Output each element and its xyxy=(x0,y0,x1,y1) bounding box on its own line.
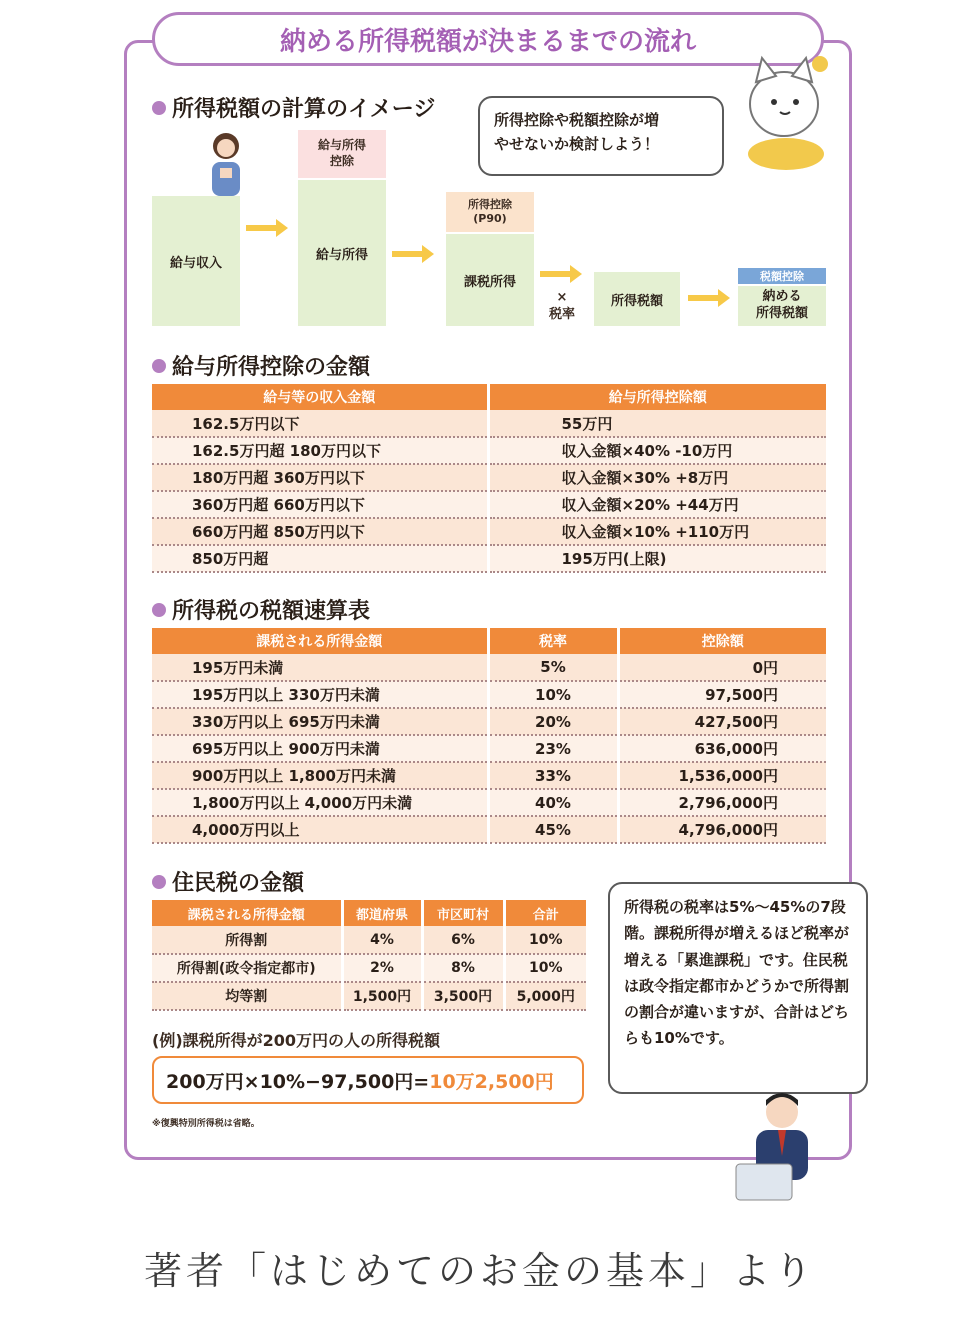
table-cell: 97,500円 xyxy=(618,681,826,708)
table-cell: 20% xyxy=(488,708,618,735)
woman-illustration-icon xyxy=(198,128,254,198)
cat-illustration-icon xyxy=(740,44,830,174)
table-cell: 収入金額×30% +8万円 xyxy=(488,464,826,491)
table-cell: 所得割 xyxy=(152,926,342,954)
table-cell: 0円 xyxy=(618,654,826,681)
resident-tax-table xyxy=(152,900,586,1011)
table-row xyxy=(152,954,586,982)
table-row xyxy=(152,926,586,954)
table-cell: 636,000円 xyxy=(618,735,826,762)
table-cell: 10% xyxy=(504,926,586,954)
table-cell: 5,000円 xyxy=(504,982,586,1010)
table-cell: 23% xyxy=(488,735,618,762)
table-row xyxy=(152,708,826,735)
table-cell: 10% xyxy=(488,681,618,708)
bullet-dot-icon xyxy=(152,359,166,373)
column-header: 控除額 xyxy=(618,628,826,654)
table-row xyxy=(152,735,826,762)
table-cell: 10% xyxy=(504,954,586,982)
flow-arrow-2-icon xyxy=(392,244,436,264)
page-title: 納める所得税額が決まるまでの流れ xyxy=(152,12,824,66)
table-cell: 195万円(上限) xyxy=(488,545,826,572)
flow-box-taxable-income: 課税所得 xyxy=(446,234,534,326)
table-row xyxy=(152,762,826,789)
bullet-dot-icon xyxy=(152,875,166,889)
table-cell: 2,796,000円 xyxy=(618,789,826,816)
table-cell: 40% xyxy=(488,789,618,816)
section-resident-label: 住民税の金額 xyxy=(172,871,305,896)
table-cell: 45% xyxy=(488,816,618,843)
table-row xyxy=(152,491,826,518)
section-heading-calc xyxy=(152,92,435,123)
speech-bubble-man: 所得税の税率は5%〜45%の7段階。課税所得が増えるほど税率が増える「累進課税」です。住民税は政令指定都市かどうかで所得割の割合が違いますが、合計はどちらも10%です。 xyxy=(608,882,868,1094)
flow-box-pay-tax: 納める 所得税額 xyxy=(738,286,826,326)
footnote: ※復興特別所得税は省略。 xyxy=(152,1119,260,1129)
table-cell: 195万円以上 330万円未満 xyxy=(152,681,488,708)
bullet-dot-icon xyxy=(152,603,166,617)
flow-box-salary-deduction: 給与所得 控除 xyxy=(298,130,386,178)
column-header: 課税される所得金額 xyxy=(152,628,488,654)
table-cell: 3,500円 xyxy=(422,982,504,1010)
flow-tag-tax-credit: 税額控除 xyxy=(738,268,826,284)
times-rate-label: × 税率 xyxy=(548,290,575,322)
column-header: 市区町村 xyxy=(422,900,504,926)
table-row xyxy=(152,654,826,681)
table-row xyxy=(152,681,826,708)
table-row xyxy=(152,464,826,491)
table-cell: 33% xyxy=(488,762,618,789)
section-calc-label: 所得税額の計算のイメージ xyxy=(172,97,436,122)
table-row xyxy=(152,816,826,843)
example-formula: 200万円×10%−97,500円= xyxy=(166,1070,430,1093)
table-cell: 427,500円 xyxy=(618,708,826,735)
speech-bubble-cat: 所得控除や税額控除が増 やせないか検討しよう！ xyxy=(478,96,724,176)
section-deduction-label: 給与所得控除の金額 xyxy=(172,355,371,380)
table-header-row xyxy=(152,628,826,654)
column-header: 課税される所得金額 xyxy=(152,900,342,926)
flow-box-income-deduction: 所得控除 (P90) xyxy=(446,192,534,232)
table-cell: 1,500円 xyxy=(342,982,422,1010)
table-cell: 900万円以上 1,800万円未満 xyxy=(152,762,488,789)
quick-tax-table xyxy=(152,628,826,844)
table-cell: 4,000万円以上 xyxy=(152,816,488,843)
column-header: 税率 xyxy=(488,628,618,654)
table-row xyxy=(152,982,586,1010)
table-cell: 6% xyxy=(422,926,504,954)
table-cell: 55万円 xyxy=(488,410,826,437)
table-row xyxy=(152,410,826,437)
table-cell: 695万円以上 900万円未満 xyxy=(152,735,488,762)
section-heading-resident xyxy=(152,866,304,897)
table-cell: 4,796,000円 xyxy=(618,816,826,843)
flow-arrow-3-icon xyxy=(540,264,584,284)
table-cell: 所得割(政令指定都市) xyxy=(152,954,342,982)
table-header-row xyxy=(152,384,826,410)
example-caption: (例)課税所得が200万円の人の所得税額 xyxy=(152,1031,441,1050)
man-illustration-icon xyxy=(730,1086,830,1206)
table-cell: 8% xyxy=(422,954,504,982)
table-cell: 162.5万円以下 xyxy=(152,410,488,437)
table-cell: 収入金額×10% +110万円 xyxy=(488,518,826,545)
column-header: 給与所得控除額 xyxy=(488,384,826,410)
column-header: 合計 xyxy=(504,900,586,926)
table-row xyxy=(152,437,826,464)
table-cell: 180万円超 360万円以下 xyxy=(152,464,488,491)
table-cell: 5% xyxy=(488,654,618,681)
table-cell: 330万円以上 695万円未満 xyxy=(152,708,488,735)
flow-box-salary-income2: 給与所得 xyxy=(298,180,386,326)
flow-box-salary-income: 給与収入 xyxy=(152,196,240,326)
table-cell: 収入金額×20% +44万円 xyxy=(488,491,826,518)
table-cell: 360万円超 660万円以下 xyxy=(152,491,488,518)
table-cell: 660万円超 850万円以下 xyxy=(152,518,488,545)
flow-box-income-tax: 所得税額 xyxy=(594,272,680,326)
table-cell: 162.5万円超 180万円以下 xyxy=(152,437,488,464)
table-cell: 収入金額×40% -10万円 xyxy=(488,437,826,464)
example-formula-box xyxy=(152,1056,584,1104)
table-cell: 1,536,000円 xyxy=(618,762,826,789)
footer-credit: 著者「はじめてのお金の基本」より xyxy=(143,1249,816,1293)
bullet-dot-icon xyxy=(152,101,166,115)
column-header: 都道府県 xyxy=(342,900,422,926)
table-row xyxy=(152,545,826,572)
table-cell: 850万円超 xyxy=(152,545,488,572)
example-result: 10万2,500円 xyxy=(429,1070,554,1093)
table-cell: 4% xyxy=(342,926,422,954)
section-heading-deduction xyxy=(152,350,370,381)
table-cell: 195万円未満 xyxy=(152,654,488,681)
section-heading-quick-table xyxy=(152,594,370,625)
table-row xyxy=(152,518,826,545)
section-quick-table-label: 所得税の税額速算表 xyxy=(172,599,371,624)
deduction-table xyxy=(152,384,826,573)
table-row xyxy=(152,789,826,816)
flow-arrow-1-icon xyxy=(246,218,290,238)
flow-arrow-4-icon xyxy=(688,288,732,308)
table-cell: 1,800万円以上 4,000万円未満 xyxy=(152,789,488,816)
column-header: 給与等の収入金額 xyxy=(152,384,488,410)
table-cell: 2% xyxy=(342,954,422,982)
table-header-row xyxy=(152,900,586,926)
table-cell: 均等割 xyxy=(152,982,342,1010)
